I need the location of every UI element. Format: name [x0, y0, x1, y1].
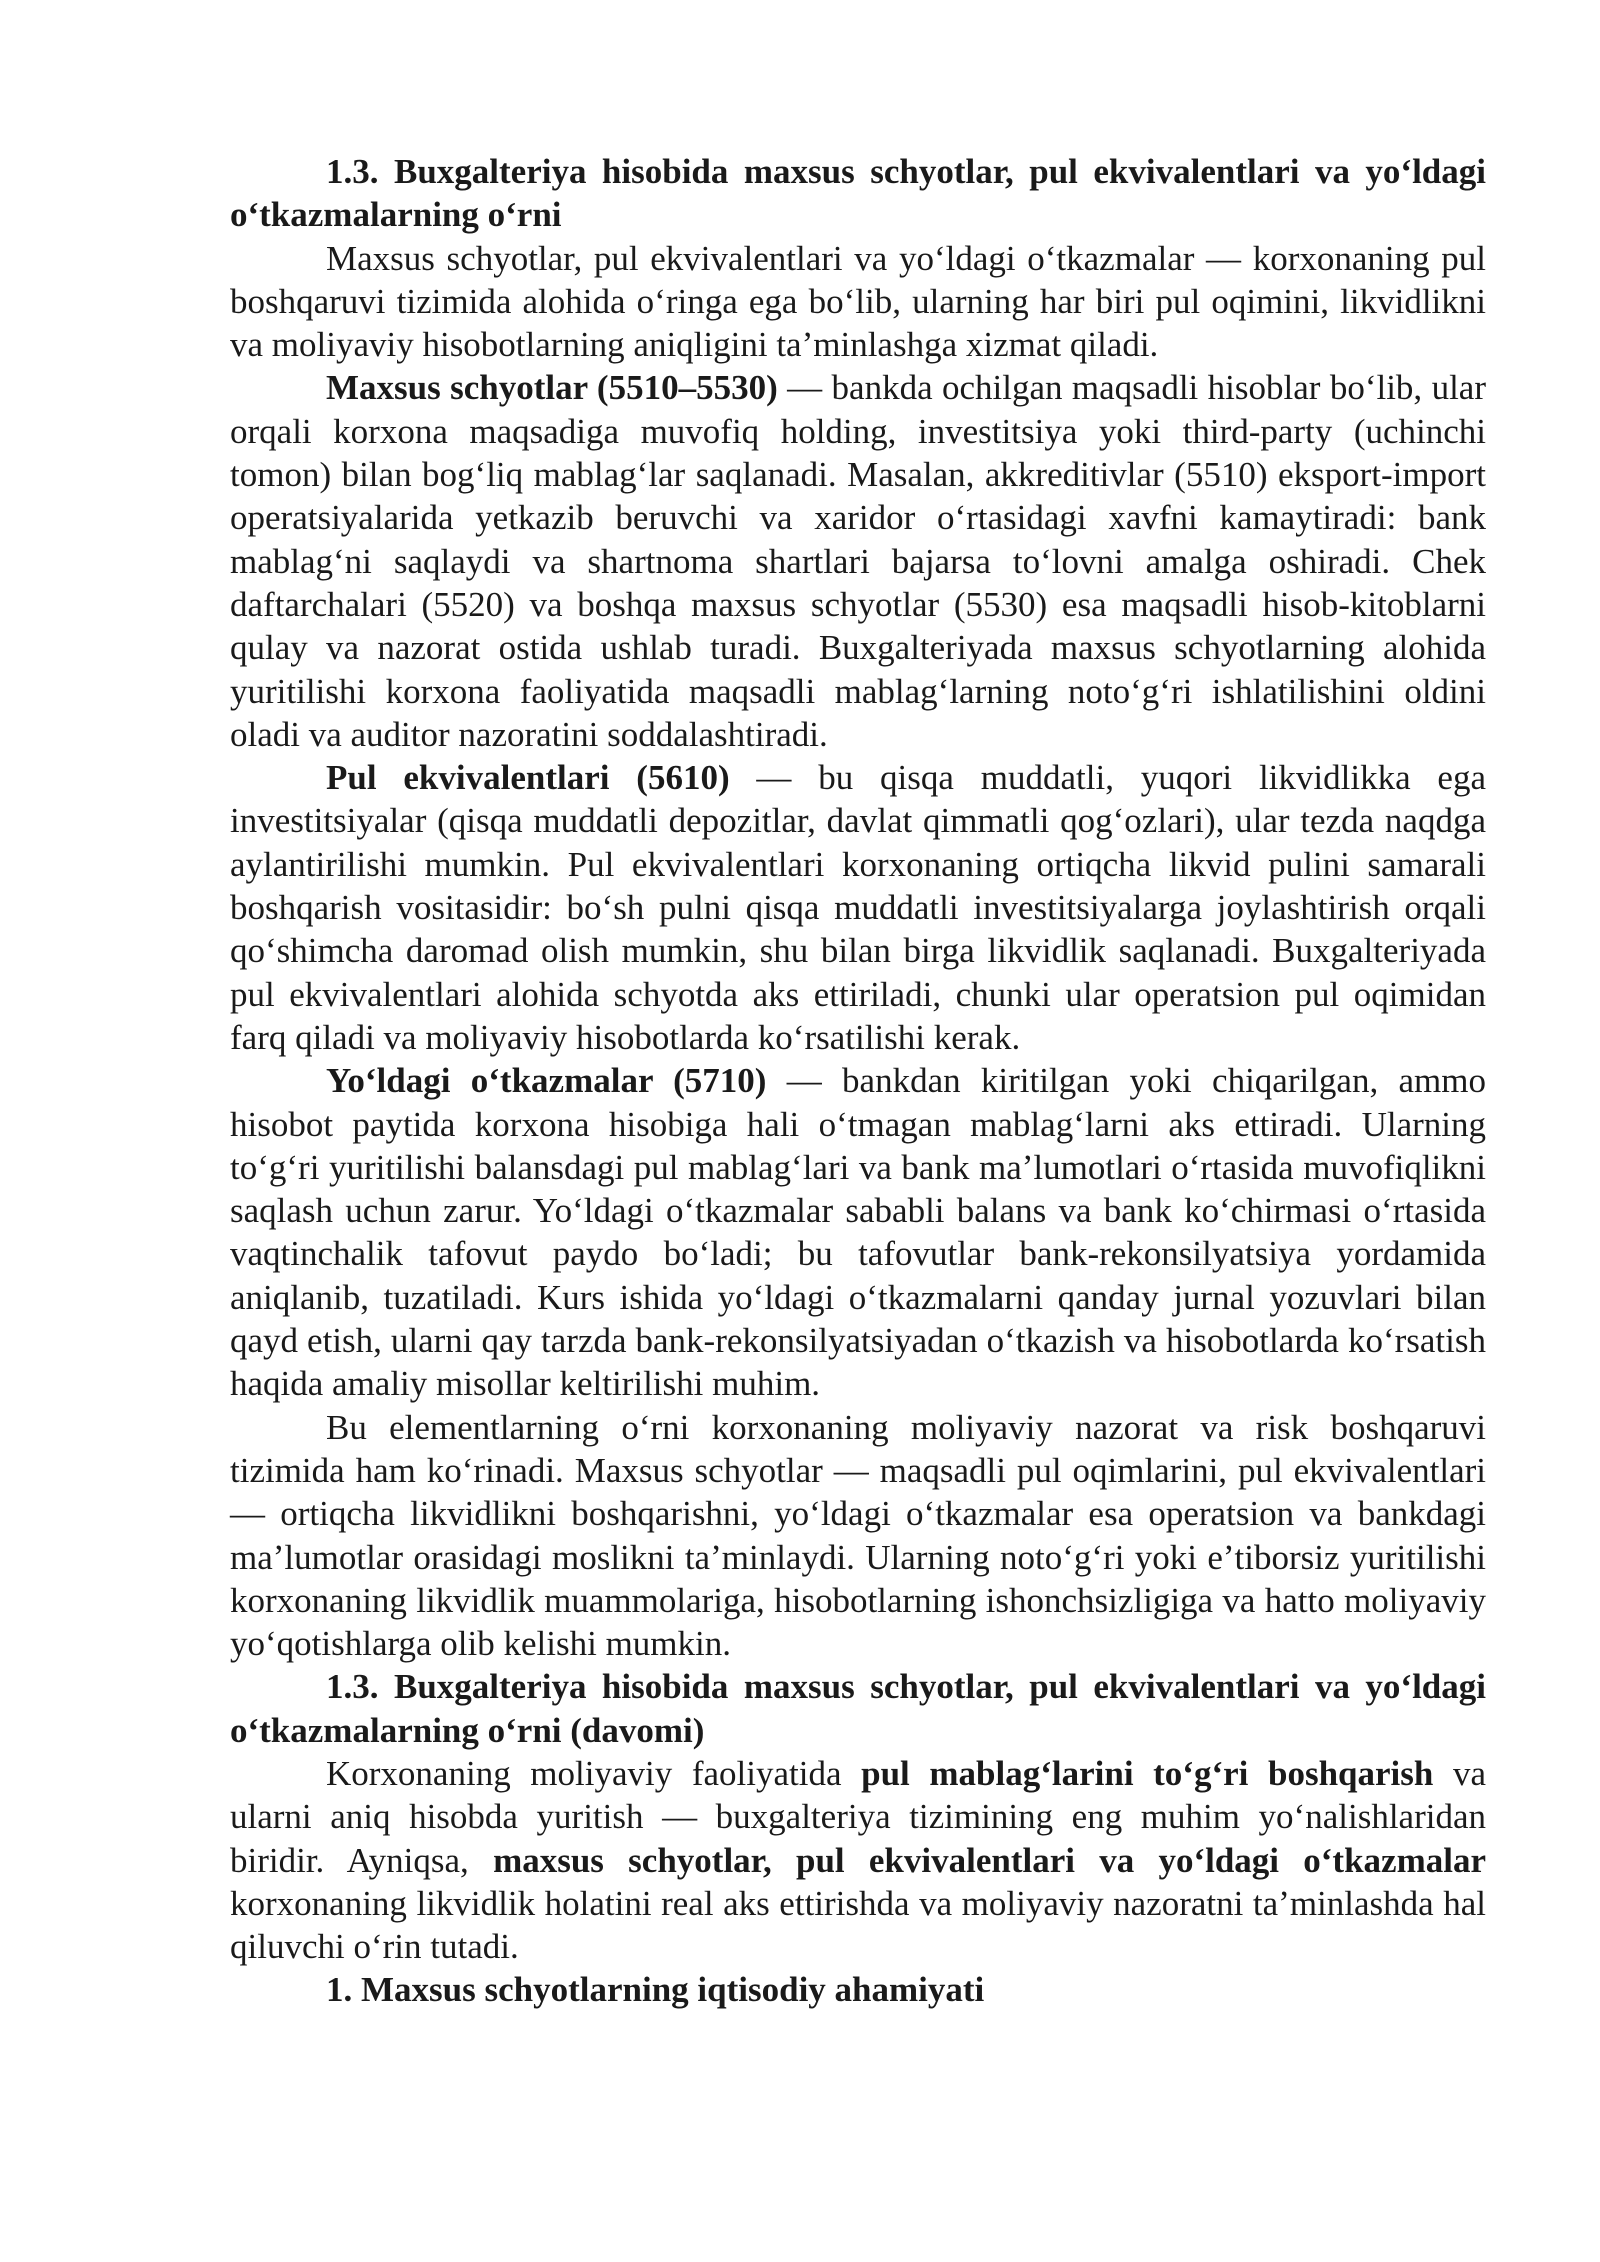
paragraph-special-accounts: [230, 366, 1486, 756]
emphasis-cash-management: pul mablagʻlarini toʻgʻri boshqarish: [861, 1753, 1434, 1793]
paragraph-text: — bankda ochilgan maqsadli hisoblar boʻlib, ular orqali korxona maqsadiga muvofiq holding, investitsiya yoki third-party (uchinchi tomon) bilan bogʻliq mablagʻlar saqlanadi. Masalan, akkreditivlar (5510) eksport-import operatsiyalarida yetkazib beruvchi va xaridor oʻrtasidagi xavfni kamaytiradi: bank mablagʻni saqlaydi va shartnoma shartlari bajarsa toʻlovni amalga oshiradi. Chek daftarchalari (5520) va boshqa maxsus schyotlar (5530) esa maqsadli hisob-kitoblarni qulay va nazorat ostida ushlab turadi. Buxgalteriyada maxsus schyotlarning alohida yuritilishi korxona faoliyatida maqsadli mablagʻlarning notoʻgʻri ishlatilishini oldini oladi va auditor nazoratini soddalashtiradi.: [230, 368, 1486, 754]
paragraph-text: Korxonaning moliyaviy faoliyatida: [326, 1753, 862, 1793]
subsection-heading: 1. Maxsus schyotlarning iqtisodiy ahamiyati: [326, 1970, 985, 2010]
paragraph-transfers-in-transit: [230, 1059, 1486, 1405]
paragraph-text: — bankdan kiritilgan yoki chiqarilgan, ammo hisobot paytida korxona hisobiga hali oʻtmagan mablagʻlarni aks ettiradi. Ularning toʻgʻri yuritilishi balansdagi pul mablagʻlari va bank maʼlumotlari oʻrtasida muvofiqlikni saqlash uchun zarur. Yoʻldagi oʻtkazmalar sababli balans va bank koʻchirmasi oʻrtasida vaqtinchalik tafovut paydo boʻladi; bu tafovutlar bank-rekonsilyatsiya yordamida aniqlanib, tuzatiladi. Kurs ishida yoʻldagi oʻtkazmalarni qanday jurnal yozuvlari bilan qayd etish, ularni qay tarzda bank-rekonsilyatsiyadan oʻtkazish va hisobotlarda koʻrsatish haqida amaliy misollar keltirilishi muhim.: [230, 1061, 1486, 1404]
emphasis-key-items: maxsus schyotlar, pul ekvivalentlari va yoʻldagi oʻtkazmalar: [493, 1840, 1486, 1880]
term-transfers-in-transit: Yoʻldagi oʻtkazmalar (5710): [326, 1061, 767, 1101]
paragraph-text: va ularni aniq hisobda yuritish — buxgalteriya tizimining eng muhim yoʻnalishlaridan biridir. Ayniqsa,: [230, 1753, 1487, 1880]
paragraph-role: Bu elementlarning oʻrni korxonaning moliyaviy nazorat va risk boshqaruvi tizimida ham koʻrinadi. Maxsus schyotlar — maqsadli pul oqimlarini, pul ekvivalentlari — ortiqcha likvidlikni boshqarishni, yoʻldagi oʻtkazmalar esa operatsion va bankdagi maʼlumotlar orasidagi moslikni taʼminlaydi. Ularning notoʻgʻri yoki eʼtiborsiz yuritilishi korxonaning likvidlik muammolariga, hisobotlarning ishonchsizligiga va hatto moliyaviy yoʻqotishlarga olib kelishi mumkin.: [230, 1407, 1486, 1664]
paragraph-intro: Maxsus schyotlar, pul ekvivalentlari va yoʻldagi oʻtkazmalar — korxonaning pul boshqaruvi tizimida alohida oʻringa ega boʻlib, ularning har biri pul oqimini, likvidlikni va moliyaviy hisobotlarning aniqligini taʼminlashga xizmat qiladi.: [230, 238, 1486, 365]
document-page: [230, 150, 1486, 2012]
paragraph-text: — bu qisqa muddatli, yuqori likvidlikka ega investitsiyalar (qisqa muddatli depozitlar, davlat qimmatli qogʻozlari), ular tezda naqdga aylantirilishi mumkin. Pul ekvivalentlari korxonaning ortiqcha likvid pulini samarali boshqarish vositasidir: boʻsh pulni qisqa muddatli investitsiyalarga joylashtirish orqali qoʻshimcha daromad olish mumkin, shu bilan birga likvidlik saqlanadi. Buxgalteriyada pul ekvivalentlari alohida schyotda aks ettiriladi, chunki ular operatsion pul oqimidan farq qiladi va moliyaviy hisobotlarda koʻrsatilishi kerak.: [230, 758, 1486, 1057]
paragraph-cash-equivalents: [230, 756, 1486, 1059]
paragraph-cash-management: [230, 1752, 1486, 1968]
section-heading: 1.3. Buxgalteriya hisobida maxsus schyotlar, pul ekvivalentlari va yoʻldagi oʻtkazmalarning oʻrni: [230, 152, 1486, 235]
term-cash-equivalents: Pul ekvivalentlari (5610): [326, 758, 730, 798]
paragraph-text: korxonaning likvidlik holatini real aks ettirishda va moliyaviy nazoratni taʼminlashda hal qiluvchi oʻrin tutadi.: [230, 1883, 1486, 1967]
term-special-accounts: Maxsus schyotlar (5510–5530): [326, 368, 778, 408]
section-heading-continued: 1.3. Buxgalteriya hisobida maxsus schyotlar, pul ekvivalentlari va yoʻldagi oʻtkazmalarning oʻrni (davomi): [230, 1667, 1486, 1750]
